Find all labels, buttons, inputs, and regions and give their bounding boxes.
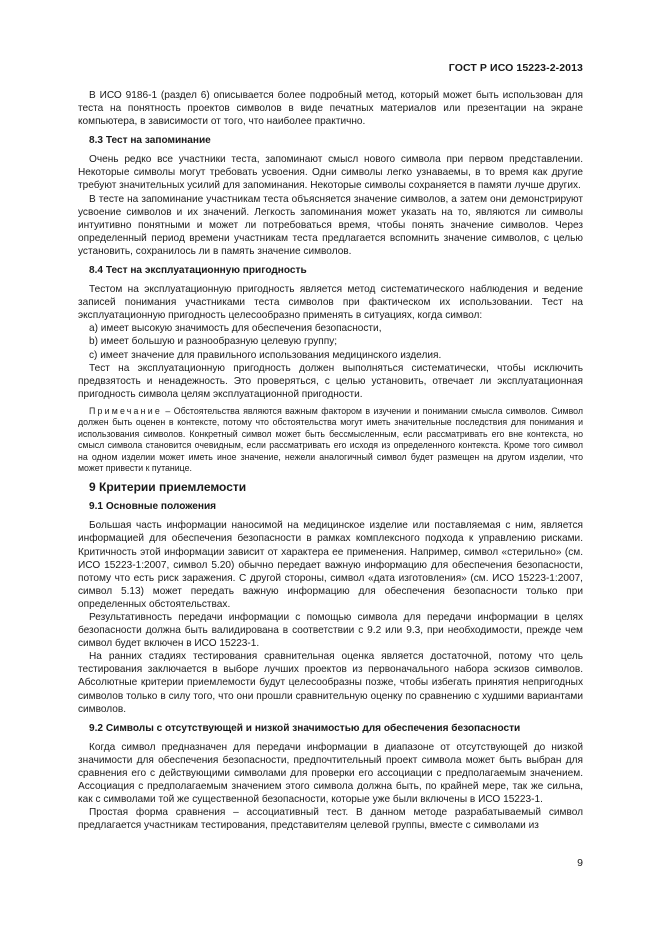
- list-item: b) имеет большую и разнообразную целевую группу;: [89, 336, 338, 348]
- section-9-1-paragraph: На ранних стадиях тестирования сравнительная оценка является достаточной, потому что цель тестирования заключается в выборе лучших проектов из первоначального набора эскизов символов. Абсолютные критерии приемлемости будут целесообразны позже, чтобы избегать принятия непригодных символов только в силу того, что они прошли сравнительную оценку по сравнению с худшими вариантами символов.: [78, 651, 583, 715]
- section-9-1-paragraph: Результативность передачи информации с помощью символа для передачи информации в целях безопасности должна быть валидирована в соответствии с 9.2 или 9.3, при необходимости, прежде чем символ будет включен в ИСО 15223-1.: [78, 611, 583, 650]
- page-number: 9: [577, 857, 583, 869]
- list-item: a) имеет высокую значимость для обеспечения безопасности,: [89, 323, 382, 335]
- section-8-3-paragraph: Очень редко все участники теста, запоминают смысл нового символа при первом представлении. Некоторые символы могут требовать усвоения. Одни символы легко узнаваемы, в то время как другие требуют значительных усилий для запоминания. Некоторые символы сохраняется в памяти лучше других.: [78, 154, 583, 192]
- standard-header: ГОСТ Р ИСО 15223-2-2013: [448, 62, 583, 74]
- section-9-1-paragraph: Большая часть информации наносимой на медицинское изделие или поставляемая с ним, является информацией для обеспечения безопасности в рамках комплексного подхода к управлению рисками. Критичность этой информации зависит от характера ее применения. Например, символ «стерильно» (см. ИСО 15223-1:2007, символ 5.20) обычно передает важную информацию для обеспечения безопасности, потому что есть риск заражения. С другой стороны, символ «дата изготовления» (см. ИСО 15223-1:2007, символ 5.13) может передать важную информацию для обеспечения безопасности только при определенных обстоятельствах.: [78, 520, 583, 610]
- intro-paragraph: В ИСО 9186-1 (раздел 6) описывается более подробный метод, который может быть использован для теста на понятность проектов символов в виде печатных материалов или презентации на экране компьютера, в зависимости от того, что наиболее практично.: [78, 90, 583, 128]
- note-text: – Обстоятельства являются важным фактором в изучении и понимании смысла символов. Символ должен быть оценен в контексте, потому что обстоятельства могут иметь значительные последствия для понимания и использования символов. Конкретный символ может быть бессмысленным, если рассматривать его вне контекста, но смысл символа становится очевидным, если рассматривать его исходя из определенного контекста. Кроме того символ на одном изделии может иметь иное значение, нежели аналогичный символ будет размещен на другом изделии, что может привести к путанице.: [78, 405, 583, 473]
- section-9-2-heading: 9.2 Символы с отсутствующей и низкой значимостью для обеспечения безопасности: [89, 722, 521, 734]
- document-body: [78, 89, 583, 832]
- section-9-heading: 9 Критерии приемлемости: [89, 480, 247, 495]
- section-8-4-paragraph: Тестом на эксплуатационную пригодность является метод систематического наблюдения и ведение записей понимания участниками теста символов при фактическом их использовании. Тест на эксплуатационную пригодность целесообразно применять в ситуациях, когда символ:: [78, 284, 583, 322]
- section-9-2-paragraph: Простая форма сравнения – ассоциативный тест. В данном методе разрабатываемый символ предлагается участникам тестирования, представителям целевой группы, вместе с символами из: [78, 807, 583, 832]
- section-8-3-heading: 8.3 Тест на запоминание: [89, 135, 211, 147]
- section-9-1-heading: 9.1 Основные положения: [89, 501, 217, 513]
- section-8-4-paragraph: Тест на эксплуатационную пригодность должен выполняться систематически, чтобы исключить предвзятость и ненадежность. Это проверяться, с целью установить, отвечает ли эксплуатационная пригодность символа целям эксплуатационной пригодности.: [78, 362, 583, 400]
- note-block: [78, 406, 583, 474]
- section-9-2-paragraph: Когда символ предназначен для передачи информации в диапазоне от отсутствующей до низкой значимости для обеспечения безопасности, предпочтительный проект символа может быть выбран для сравнения его с действующими символами для проверки его ассоциации с предполагаемым значением. Ассоциация с предполагаемым значением этого символа должна быть, по крайней мере, так же сильна, как с символами той же существенной безопасности, которые уже были включены в ИСО 15223-1.: [78, 741, 583, 806]
- list-item: c) имеет значение для правильного использования медицинского изделия.: [89, 349, 442, 361]
- section-8-4-heading: 8.4 Тест на эксплуатационную пригодность: [89, 265, 307, 277]
- criteria-list: [78, 322, 583, 361]
- note-label: Примечание: [89, 405, 162, 416]
- section-8-3-paragraph: В тесте на запоминание участникам теста объясняется значение символов, а затем они демонстрируют усвоение символов и их значений. Легкость запоминания может указать на то, являются ли символы интуитивно понятными и может ли потребоваться время, чтобы понять значение символов. Через определенный период времени участникам теста предлагается вспомнить значение символов, с целью установить, сохранилось ли в память значение символов.: [78, 193, 583, 257]
